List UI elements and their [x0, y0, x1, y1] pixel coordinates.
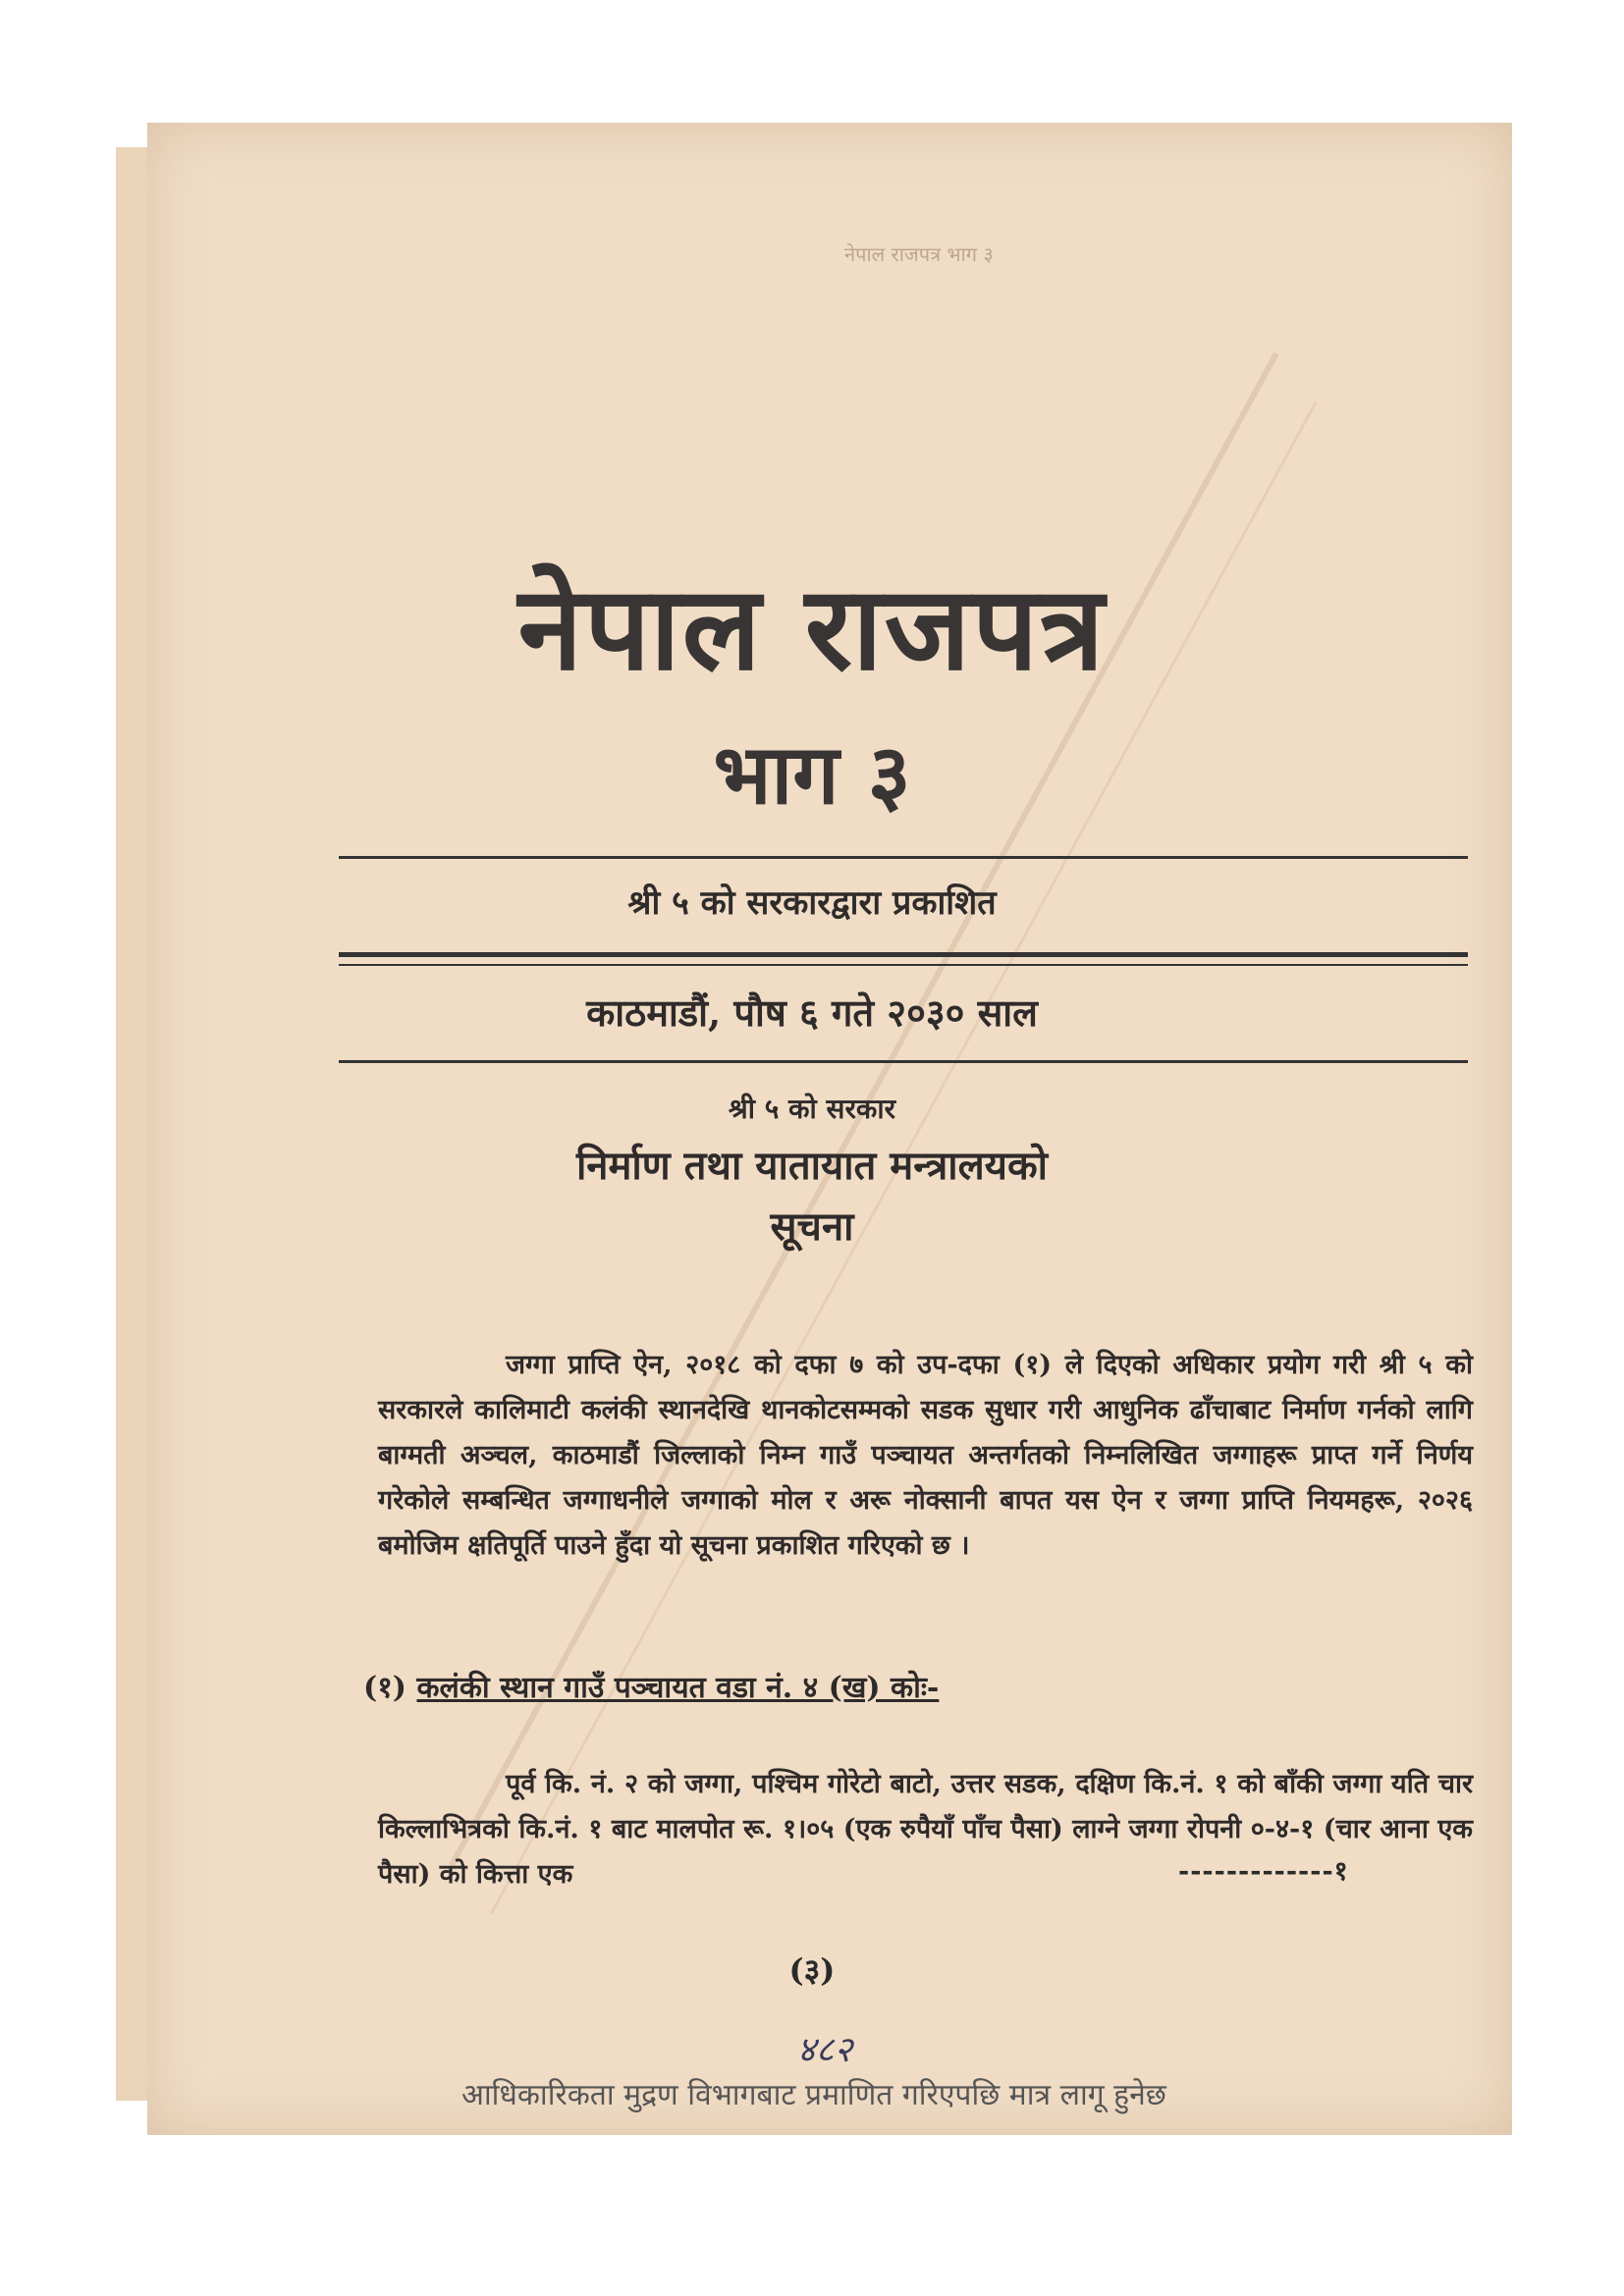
section-number: (१) — [363, 1671, 406, 1705]
page-number: (३) — [788, 1951, 836, 1989]
section-tail: -------------१ — [1178, 1856, 1349, 1887]
running-head: नेपाल राजपत्र भाग ३ — [844, 242, 994, 266]
part-number: भाग ३ — [713, 726, 911, 823]
divider-rule-thin — [339, 964, 1468, 966]
notice-body: जग्गा प्राप्ति ऐन, २०१८ को दफा ७ को उप-दफा (१) ले दिएको अधिकार प्रयोग गरी श्री ५ को सरकारले कालिमाटी कलंकी स्थानदेखि थानकोटसम्मको सडक सुधार गरी आधुनिक ढाँचाबाट निर्माण गर्नको लागि बाग्मती अञ्चल, काठमाडौं जिल्लाको निम्न गाउँ पञ्चायत अन्तर्गतको निम्नलिखित जग्गाहरू प्राप्त गर्ने निर्णय गरेकोले सम्बन्धित जग्गाधनीले जग्गाको मोल र अरू नोक्सानी बापत यस ऐन र जग्गा प्राप्ति नियमहरू, २०२६ बमोजिम क्षतिपूर्ति पाउने हुँदा यो सूचना प्रकाशित गरिएको छ । — [378, 1350, 1473, 1561]
section-title: कलंकी स्थान गाउँ पञ्चायत वडा नं. ४ (ख) कोः- — [416, 1671, 940, 1705]
authenticity-footer: आधिकारिकता मुद्रण विभागबाट प्रमाणित गरिएपछि मात्र लागू हुनेछ — [461, 2078, 1166, 2112]
gazette-title: नेपाल राजपत्र — [517, 561, 1107, 696]
government-name: श्री ५ को सरकार — [728, 1093, 896, 1125]
dateline: काठमाडौं, पौष ६ गते २०३० साल — [586, 990, 1038, 1035]
section-heading — [363, 1666, 939, 1706]
publisher-line: श्री ५ को सरकारद्वारा प्रकाशित — [627, 883, 997, 923]
divider-rule — [339, 1060, 1468, 1063]
section-body: पूर्व कि. नं. २ को जग्गा, पश्चिम गोरेटो बाटो, उत्तर सडक, दक्षिण कि.नं. १ को बाँकी जग्गा यति चार किल्लाभित्रको कि.नं. १ बाट मालपोत रू. १।०५ (एक रुपैयाँ पाँच पैसा) लाग्ने जग्गा रोपनी ०-४-१ (चार आना एक पैसा) को कित्ता एक — [378, 1769, 1473, 1890]
notice-heading: सूचना — [770, 1203, 854, 1250]
divider-rule-thick — [339, 952, 1468, 957]
handwritten-number: ४८२ — [797, 2030, 853, 2070]
divider-rule — [339, 856, 1468, 859]
ministry-name: निर्माण तथा यातायात मन्त्रालयको — [575, 1143, 1049, 1189]
